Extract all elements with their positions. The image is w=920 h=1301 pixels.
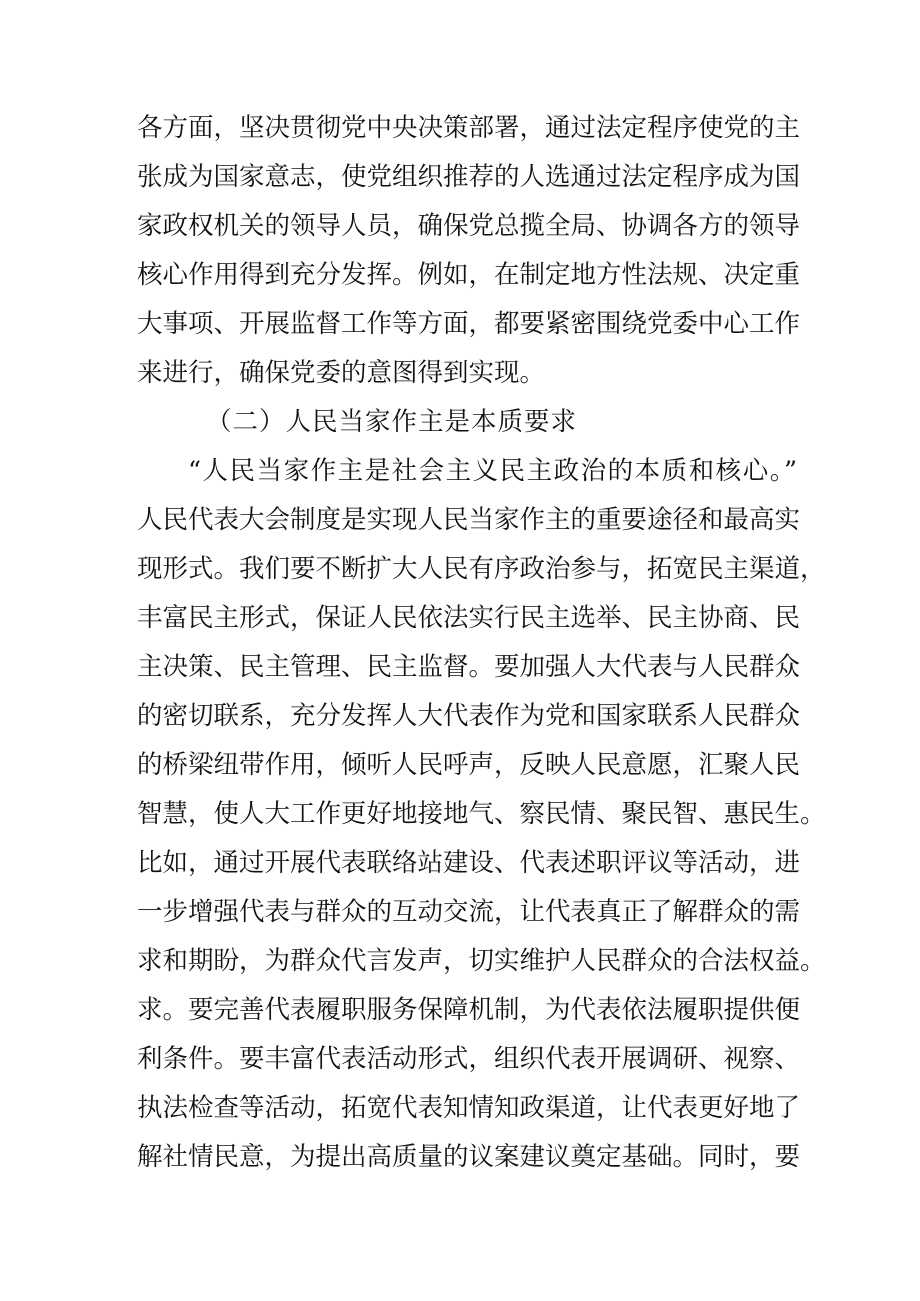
- paragraph-2-line-14: 执法检查等活动，拓宽代表知情知政渠道，让代表更好地了: [137, 1093, 801, 1123]
- paragraph-1-line-5: 大事项、开展监督工作等方面，都要紧密围绕党委中心工作: [137, 309, 801, 339]
- paragraph-1-line-2: 张成为国家意志，使党组织推荐的人选通过法定程序成为国: [137, 162, 801, 192]
- section-heading: （二）人民当家作主是本质要求: [206, 407, 578, 437]
- paragraph-2-line-11: 求和期盼，为群众代言发声，切实维护人民群众的合法权益。: [137, 946, 826, 976]
- paragraph-2-line-4: 丰富民主形式，保证人民依法实行民主选举、民主协商、民: [137, 603, 801, 633]
- paragraph-2-line-7: 的桥梁纽带作用，倾听人民呼声，反映人民意愿，汇聚人民: [137, 750, 801, 780]
- paragraph-2-line-8: 智慧，使人大工作更好地接地气、察民情、聚民智、惠民生。: [137, 799, 826, 829]
- paragraph-2-line-15: 解社情民意，为提出高质量的议案建议奠定基础。同时，要: [137, 1142, 801, 1172]
- paragraph-2-line-6: 的密切联系，充分发挥人大代表作为党和国家联系人民群众: [137, 701, 801, 731]
- paragraph-2-line-1: “人民当家作主是社会主义民主政治的本质和核心。”: [188, 456, 797, 486]
- paragraph-2-line-9: 比如，通过开展代表联络站建设、代表述职评议等活动，进: [137, 848, 801, 878]
- paragraph-1-line-1: 各方面，坚决贯彻党中央决策部署，通过法定程序使党的主: [137, 113, 801, 143]
- paragraph-2-line-10: 一步增强代表与群众的互动交流，让代表真正了解群众的需: [137, 897, 801, 927]
- paragraph-2-line-13: 利条件。要丰富代表活动形式，组织代表开展调研、视察、: [137, 1044, 801, 1074]
- paragraph-2-line-5: 主决策、民主管理、民主监督。要加强人大代表与人民群众: [137, 652, 801, 682]
- paragraph-1-line-3: 家政权机关的领导人员，确保党总揽全局、协调各方的领导: [137, 211, 801, 241]
- paragraph-1-line-6: 来进行，确保党委的意图得到实现。: [137, 358, 546, 388]
- paragraph-2-line-3: 现形式。我们要不断扩大人民有序政治参与，拓宽民主渠道，: [137, 554, 826, 584]
- paragraph-1-line-4: 核心作用得到充分发挥。例如，在制定地方性法规、决定重: [137, 260, 801, 290]
- paragraph-2-line-12: 求。要完善代表履职服务保障机制，为代表依法履职提供便: [137, 995, 801, 1025]
- paragraph-2-line-2: 人民代表大会制度是实现人民当家作主的重要途径和最高实: [137, 505, 801, 535]
